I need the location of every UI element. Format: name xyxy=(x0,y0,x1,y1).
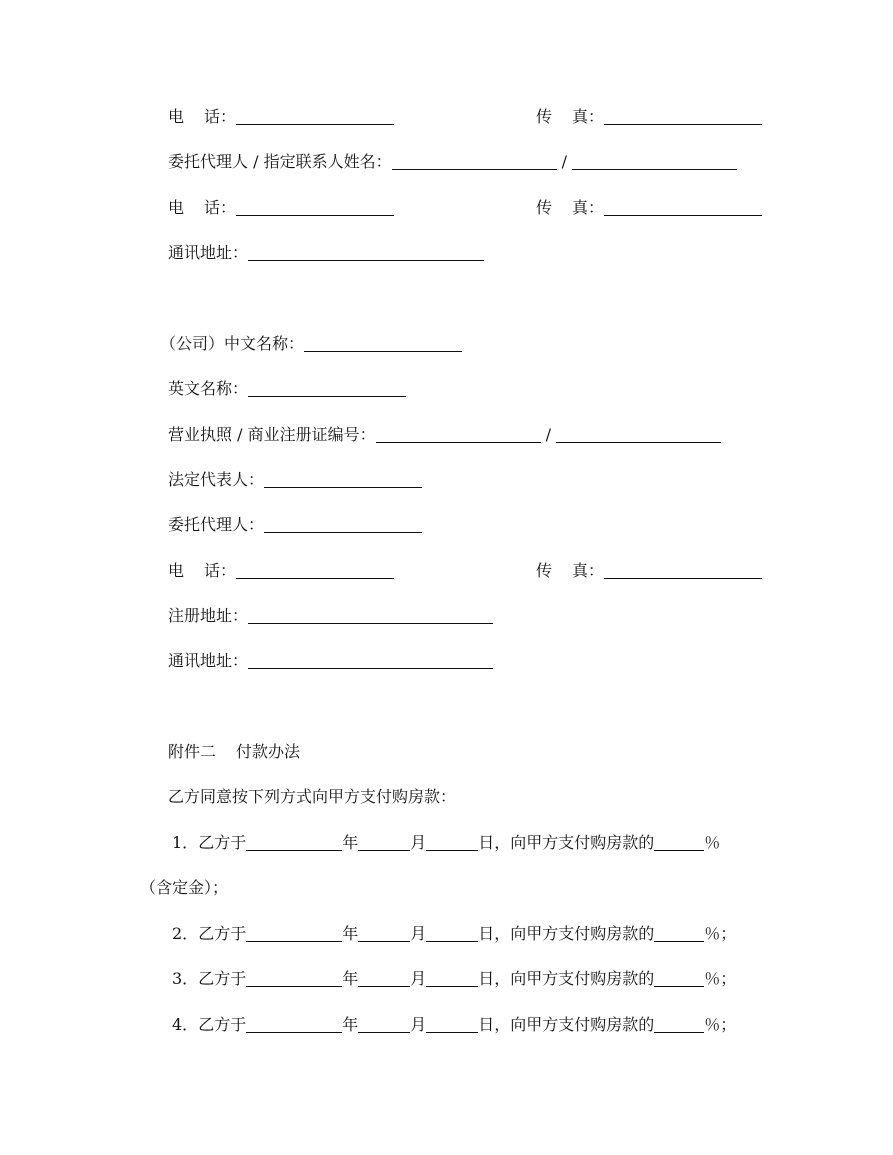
agent-field-2[interactable] xyxy=(572,153,737,170)
license-label: 营业执照 / 商业注册证编号： xyxy=(168,425,376,444)
reg-address-label: 注册地址： xyxy=(168,606,249,625)
license-field-1[interactable] xyxy=(376,426,541,443)
license-row xyxy=(168,424,721,446)
percent-field[interactable] xyxy=(654,1016,704,1033)
legal-rep-label: 法定代表人： xyxy=(168,470,265,489)
day-field[interactable] xyxy=(426,970,478,987)
percent-field[interactable] xyxy=(654,970,704,987)
phone-label: 电 话： xyxy=(168,198,237,217)
fax-field[interactable] xyxy=(604,562,762,579)
address-row-1 xyxy=(168,242,484,264)
phone-field[interactable] xyxy=(236,108,394,125)
phone-row-1 xyxy=(168,106,394,128)
payment-item-1-cont: （含定金）； xyxy=(140,878,229,897)
cn-name-field[interactable] xyxy=(304,335,462,352)
legal-rep-row xyxy=(168,469,422,491)
year-field[interactable] xyxy=(246,970,342,987)
phone-row-3 xyxy=(168,560,394,582)
legal-rep-field[interactable] xyxy=(264,471,422,488)
fax-row-3 xyxy=(536,560,762,582)
agent-row xyxy=(168,151,737,173)
percent-field[interactable] xyxy=(654,834,704,851)
month-field[interactable] xyxy=(358,834,410,851)
month-field[interactable] xyxy=(358,925,410,942)
license-field-2[interactable] xyxy=(556,426,721,443)
phone-label: 电 话： xyxy=(168,561,237,580)
payment-item-4: 4．乙方于 年 月 日，向甲方支付购房款的 ％； xyxy=(172,1015,737,1034)
slash: / xyxy=(545,425,552,444)
day-field[interactable] xyxy=(426,1016,478,1033)
annex-subtitle: 付款办法 xyxy=(236,742,301,761)
fax-field[interactable] xyxy=(604,108,762,125)
en-name-label: 英文名称： xyxy=(168,379,249,398)
phone-row-2 xyxy=(168,197,394,219)
payment-item-1: 1．乙方于 年 月 日，向甲方支付购房款的 ％ xyxy=(172,833,721,852)
reg-address-field[interactable] xyxy=(248,607,493,624)
agent2-label: 委托代理人： xyxy=(168,515,265,534)
year-field[interactable] xyxy=(246,834,342,851)
address-label: 通讯地址： xyxy=(168,651,249,670)
fax-label: 传 真： xyxy=(536,198,605,217)
phone-field[interactable] xyxy=(236,562,394,579)
month-field[interactable] xyxy=(358,970,410,987)
address-field[interactable] xyxy=(248,652,493,669)
payment-item-3: 3．乙方于 年 月 日，向甲方支付购房款的 ％； xyxy=(172,969,737,988)
day-field[interactable] xyxy=(426,834,478,851)
item-number: 1． xyxy=(172,833,199,852)
address-label: 通讯地址： xyxy=(168,243,249,262)
address-field[interactable] xyxy=(248,244,484,261)
year-field[interactable] xyxy=(246,925,342,942)
annex-heading xyxy=(168,741,300,763)
en-name-row xyxy=(168,378,406,400)
fax-row-2 xyxy=(536,197,762,219)
agent-label: 委托代理人 / 指定联系人姓名： xyxy=(168,152,392,171)
percent-field[interactable] xyxy=(654,925,704,942)
day-field[interactable] xyxy=(426,925,478,942)
fax-row-1 xyxy=(536,106,762,128)
item-number: 4． xyxy=(172,1015,199,1034)
agent2-field[interactable] xyxy=(264,516,422,533)
phone-field[interactable] xyxy=(236,199,394,216)
cn-name-row xyxy=(160,333,462,355)
fax-label: 传 真： xyxy=(536,561,605,580)
slash: / xyxy=(561,152,568,171)
item-number: 2． xyxy=(172,924,199,943)
payment-item-2: 2．乙方于 年 月 日，向甲方支付购房款的 ％； xyxy=(172,924,737,943)
annex-intro: 乙方同意按下列方式向甲方支付购房款： xyxy=(168,787,457,806)
fax-label: 传 真： xyxy=(536,107,605,126)
annex-title: 附件二 xyxy=(168,742,217,761)
en-name-field[interactable] xyxy=(248,380,406,397)
cn-name-label: （公司）中文名称： xyxy=(160,334,305,353)
item-number: 3． xyxy=(172,969,199,988)
month-field[interactable] xyxy=(358,1016,410,1033)
reg-address-row xyxy=(168,605,493,627)
fax-field[interactable] xyxy=(604,199,762,216)
agent2-row xyxy=(168,514,422,536)
address-row-2 xyxy=(168,650,493,672)
agent-field-1[interactable] xyxy=(392,153,557,170)
phone-label: 电 话： xyxy=(168,107,237,126)
year-field[interactable] xyxy=(246,1016,342,1033)
